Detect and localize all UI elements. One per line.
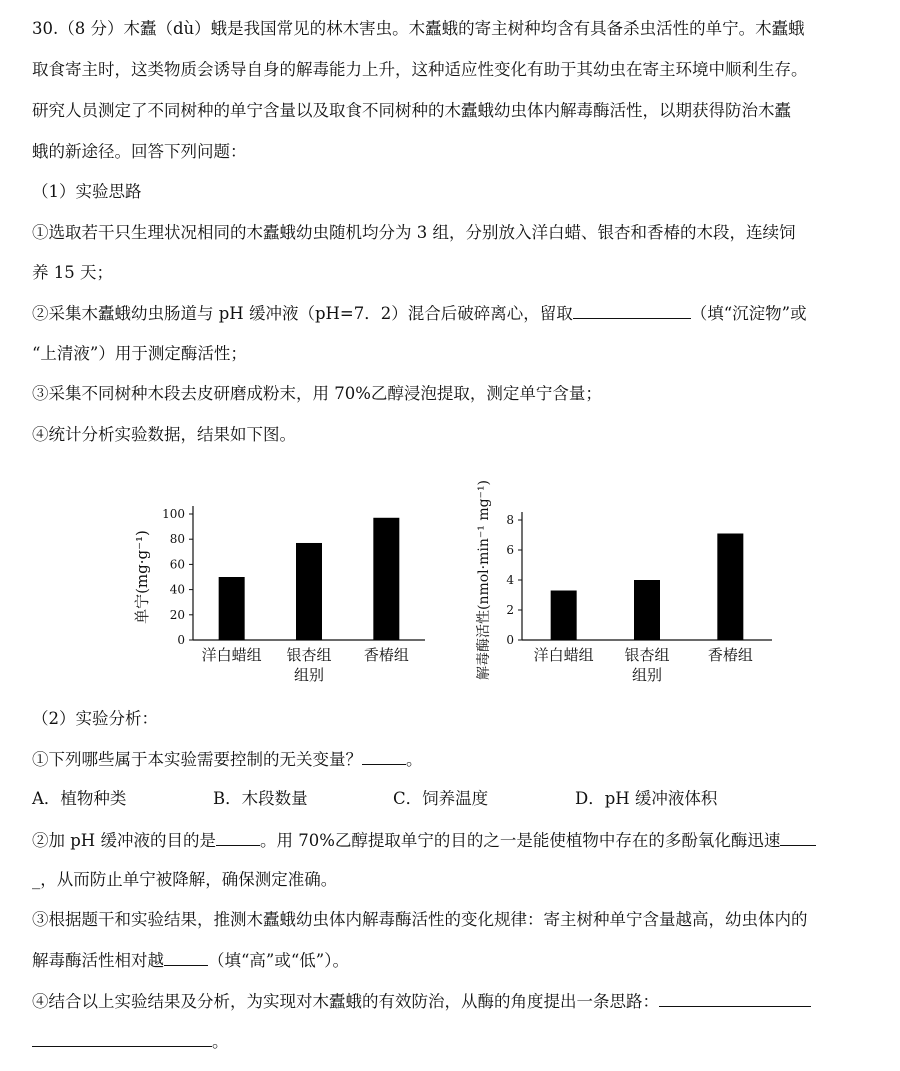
step2-text: ②采集木蠹蛾幼虫肠道与 pH 缓冲液（pH=7．2）混合后破碎离心，留取	[32, 304, 573, 323]
intro-line-1: 30.（8 分）木蠹（dù）蛾是我国常见的林木害虫。木蠹蛾的寄主树种均含有具备杀虫活性的单宁。木蠹蛾	[32, 19, 805, 38]
intro-line-3: 研究人员测定了不同树种的单宁含量以及取食不同树种的木蠹蛾幼虫体内解毒酶活性，以期获得防治木蠹	[32, 101, 791, 120]
y-axis-title: 解毒酶活性(nmol·min⁻¹ mg⁻¹)	[476, 479, 492, 681]
q2-text-a: ②加 pH 缓冲液的目的是	[32, 831, 216, 850]
bar-3	[373, 518, 399, 640]
part2-title: （2）实验分析：	[32, 709, 158, 728]
x-category-label: 洋白蜡组	[201, 646, 262, 664]
tannin-bar-chart	[125, 488, 425, 688]
y-tick-label: 2	[506, 603, 514, 617]
answer-blank-q2-enzyme[interactable]	[780, 829, 816, 846]
q2-text-b: 。用 70%乙醇提取单宁的目的之一是能使植物中存在的多酚氧化酶迅速	[259, 831, 781, 850]
y-tick-label: 6	[506, 543, 514, 557]
step1-line-b: 养 15 天；	[32, 263, 113, 282]
q4-text: ④结合以上实验结果及分析，为实现对木蠹蛾的有效防治，从酶的角度提出一条思路：	[32, 992, 659, 1011]
answer-blank-q1[interactable]	[362, 748, 406, 765]
answer-blank-q2-purpose[interactable]	[216, 829, 260, 846]
answer-blank-q3[interactable]	[164, 949, 208, 966]
y-tick-label: 4	[506, 573, 514, 587]
option-c: C．饲养温度	[393, 789, 489, 808]
intro-line-4: 蛾的新途径。回答下列问题：	[32, 142, 247, 161]
intro-line-2: 取食寄主时，这类物质会诱导自身的解毒能力上升，这种适应性变化有助于其幼虫在寄主环境中顺利生存。	[32, 60, 808, 79]
step2-line-a	[32, 302, 807, 325]
x-category-label: 银杏组	[624, 646, 670, 664]
q2-line-c: _，从而防止单宁被降解，确保测定准确。	[32, 870, 338, 889]
part1-title: （1）实验思路	[32, 182, 142, 201]
q4-end: 。	[212, 1032, 229, 1051]
bar-2	[296, 543, 322, 640]
q3-line-a: ③根据题干和实验结果，推测木蠹蛾幼虫体内解毒酶活性的变化规律：寄主树种单宁含量越高，幼虫体内的	[32, 910, 808, 929]
answer-blank-q4-part2[interactable]	[32, 1030, 212, 1047]
y-tick-label: 100	[162, 507, 185, 521]
x-category-label: 银杏组	[286, 646, 332, 664]
y-tick-label: 8	[506, 513, 514, 527]
y-tick-label: 20	[169, 607, 185, 622]
y-tick-label: 0	[506, 633, 514, 647]
q3-line-b	[32, 949, 349, 972]
q1-text: ①下列哪些属于本实验需要控制的无关变量？	[32, 750, 362, 769]
step4-line: ④统计分析实验数据，结果如下图。	[32, 425, 296, 444]
answer-blank-supernatant[interactable]	[573, 302, 691, 319]
bar-3	[717, 534, 743, 641]
x-axis-title: 组别	[631, 666, 663, 684]
q1-line	[32, 748, 423, 771]
x-category-label: 香椿组	[707, 646, 753, 664]
answer-blank-q4-part1[interactable]	[659, 990, 811, 1007]
x-axis-title: 组别	[293, 666, 325, 684]
option-a: A．植物种类	[32, 789, 127, 808]
q2-line-a	[32, 829, 816, 852]
option-d: D．pH 缓冲液体积	[575, 789, 718, 808]
x-category-label: 洋白蜡组	[533, 646, 594, 664]
option-b: B．木段数量	[213, 789, 308, 808]
y-tick-label: 60	[169, 557, 185, 572]
y-tick-label: 40	[169, 582, 185, 597]
bar-1	[551, 591, 577, 641]
q1-end: 。	[406, 750, 423, 769]
q3-text-b: 解毒酶活性相对越	[32, 951, 164, 970]
x-category-label: 香椿组	[363, 646, 409, 664]
bar-2	[634, 580, 660, 640]
q4-line-a	[32, 990, 811, 1013]
step3-line: ③采集不同树种木段去皮研磨成粉末，用 70%乙醇浸泡提取，测定单宁含量；	[32, 384, 602, 403]
y-tick-label: 0	[177, 633, 185, 647]
bar-1	[219, 577, 245, 640]
q3-text-c: （填“高”或“低”）。	[208, 951, 349, 970]
step1-line-a: ①选取若干只生理状况相同的木蠹蛾幼虫随机均分为 3 组，分别放入洋白蜡、银杏和香椿的木段，连续饲	[32, 223, 796, 242]
step2-line-b: “上清液”）用于测定酶活性；	[32, 344, 247, 363]
y-axis-title: 单宁(mg·g⁻¹)	[133, 530, 151, 624]
y-tick-label: 80	[169, 532, 185, 547]
q4-line-b	[32, 1030, 229, 1053]
step2-tail: （填“沉淀物”或	[690, 304, 807, 323]
enzyme-activity-bar-chart	[470, 470, 780, 688]
